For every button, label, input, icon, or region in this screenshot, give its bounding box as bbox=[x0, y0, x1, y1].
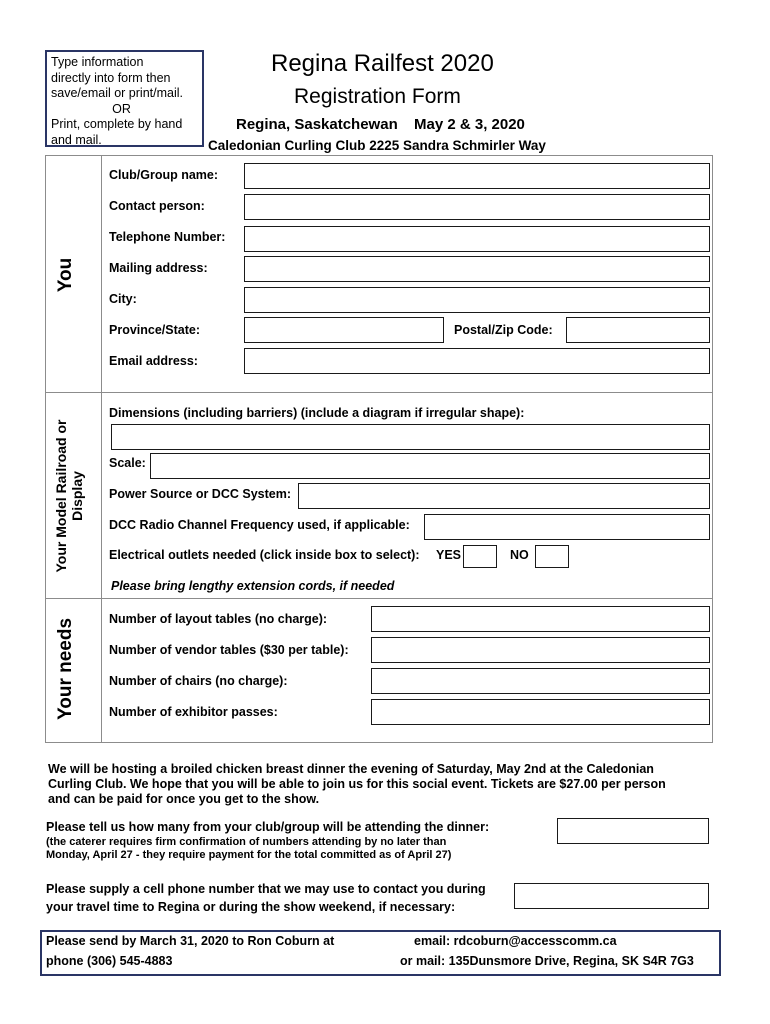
dcc-input[interactable] bbox=[424, 514, 710, 540]
instructions-line-2: directly into form then bbox=[51, 70, 171, 85]
form-title: Regina Railfest 2020 bbox=[271, 50, 494, 77]
outlets-no-checkbox[interactable] bbox=[535, 545, 569, 568]
cell-phone-input[interactable] bbox=[514, 883, 709, 909]
address-label: Mailing address: bbox=[109, 261, 208, 275]
dcc-label: DCC Radio Channel Frequency used, if applicable: bbox=[109, 518, 410, 532]
vendor-tables-label: Number of vendor tables ($30 per table): bbox=[109, 643, 349, 657]
dimensions-input[interactable] bbox=[111, 424, 710, 450]
outlets-yes-label: YES bbox=[436, 548, 462, 562]
phone-input[interactable] bbox=[244, 226, 710, 252]
frame-divider-2 bbox=[45, 598, 713, 599]
dinner-note-line-1: (the caterer requires firm confirmation of numbers attending by no later than bbox=[46, 836, 447, 848]
footer-email: email: rdcoburn@accesscomm.ca bbox=[414, 934, 617, 948]
power-input[interactable] bbox=[298, 483, 710, 509]
frame-divider-1 bbox=[45, 392, 713, 393]
contact-input[interactable] bbox=[244, 194, 710, 220]
scale-input[interactable] bbox=[150, 453, 710, 479]
frame-left bbox=[45, 155, 46, 743]
email-label: Email address: bbox=[109, 354, 198, 368]
club-label: Club/Group name: bbox=[109, 168, 219, 182]
frame-bottom bbox=[45, 742, 713, 743]
province-label: Province/State: bbox=[109, 323, 201, 337]
outlets-label: Electrical outlets needed (click inside box to select): bbox=[109, 548, 420, 562]
dinner-note bbox=[46, 836, 451, 862]
frame-top bbox=[45, 155, 713, 156]
outlets-yes-checkbox[interactable] bbox=[463, 545, 497, 568]
dinner-paragraph-line-3: and can be paid for once you get to the show. bbox=[48, 792, 320, 806]
city-input[interactable] bbox=[244, 287, 710, 313]
dimensions-label: Dimensions (including barriers) (include a diagram if irregular shape): bbox=[109, 406, 525, 420]
contact-label: Contact person: bbox=[109, 199, 205, 213]
dinner-note-line-2: Monday, April 27 - they require payment for the total committed as of April 27) bbox=[46, 849, 452, 861]
city-label: City: bbox=[109, 292, 137, 306]
footer-send-line-1: Please send by March 31, 2020 to Ron Coburn at bbox=[46, 934, 335, 948]
instructions-or: OR bbox=[112, 101, 131, 116]
section-label-you: You bbox=[55, 257, 76, 293]
event-location: Regina, Saskatchewan bbox=[236, 116, 398, 133]
footer-send-line-2: phone (306) 545-4883 bbox=[46, 954, 173, 968]
dinner-paragraph-line-1: We will be hosting a broiled chicken breast dinner the evening of Saturday, May 2nd at the Caledonian bbox=[48, 762, 654, 776]
address-input[interactable] bbox=[244, 256, 710, 282]
instructions-line-4: Print, complete by hand bbox=[51, 117, 183, 131]
frame-divider-vertical bbox=[101, 155, 102, 743]
postal-label: Postal/Zip Code: bbox=[454, 323, 553, 337]
instructions-box bbox=[45, 50, 204, 147]
power-label: Power Source or DCC System: bbox=[109, 487, 291, 501]
cell-phone-prompt-line-1: Please supply a cell phone number that we may use to contact you during bbox=[46, 882, 486, 896]
section-label-railroad-line-2: Display bbox=[69, 471, 86, 521]
postal-input[interactable] bbox=[566, 317, 710, 343]
outlets-no-label: NO bbox=[510, 548, 529, 562]
layout-tables-label: Number of layout tables (no charge): bbox=[109, 612, 328, 626]
passes-label: Number of exhibitor passes: bbox=[109, 705, 278, 719]
chairs-label: Number of chairs (no charge): bbox=[109, 674, 288, 688]
chairs-input[interactable] bbox=[371, 668, 710, 694]
section-label-railroad bbox=[53, 396, 93, 596]
instructions-line-3: save/email or print/mail. bbox=[51, 86, 183, 100]
vendor-tables-input[interactable] bbox=[371, 637, 710, 663]
phone-label: Telephone Number: bbox=[109, 230, 226, 244]
footer-mail: or mail: 135Dunsmore Drive, Regina, SK S4R 7G3 bbox=[400, 954, 694, 968]
dinner-paragraph bbox=[48, 762, 718, 807]
event-venue: Caledonian Curling Club 2225 Sandra Schmirler Way bbox=[208, 138, 546, 153]
form-subtitle: Registration Form bbox=[294, 85, 461, 108]
province-input[interactable] bbox=[244, 317, 444, 343]
extension-cords-note: Please bring lengthy extension cords, if needed bbox=[111, 579, 395, 593]
email-input[interactable] bbox=[244, 348, 710, 374]
dinner-count-input[interactable] bbox=[557, 818, 709, 844]
passes-input[interactable] bbox=[371, 699, 710, 725]
layout-tables-input[interactable] bbox=[371, 606, 710, 632]
scale-label: Scale: bbox=[109, 456, 146, 470]
cell-phone-prompt-line-2: your travel time to Regina or during the show weekend, if necessary: bbox=[46, 900, 456, 914]
frame-right bbox=[712, 155, 713, 743]
club-input[interactable] bbox=[244, 163, 710, 189]
dinner-paragraph-line-2: Curling Club. We hope that you will be able to join us for this social event. Tickets are $27.00 per person bbox=[48, 777, 666, 791]
instructions-line-5: and mail. bbox=[51, 132, 102, 147]
instructions-line-1: Type information bbox=[51, 55, 144, 69]
section-label-needs: Your needs bbox=[55, 617, 76, 721]
section-label-railroad-line-1: Your Model Railroad or bbox=[53, 419, 69, 573]
event-dates: May 2 & 3, 2020 bbox=[414, 116, 525, 133]
dinner-question: Please tell us how many from your club/group will be attending the dinner: bbox=[46, 820, 490, 834]
cell-phone-prompt bbox=[46, 880, 486, 916]
